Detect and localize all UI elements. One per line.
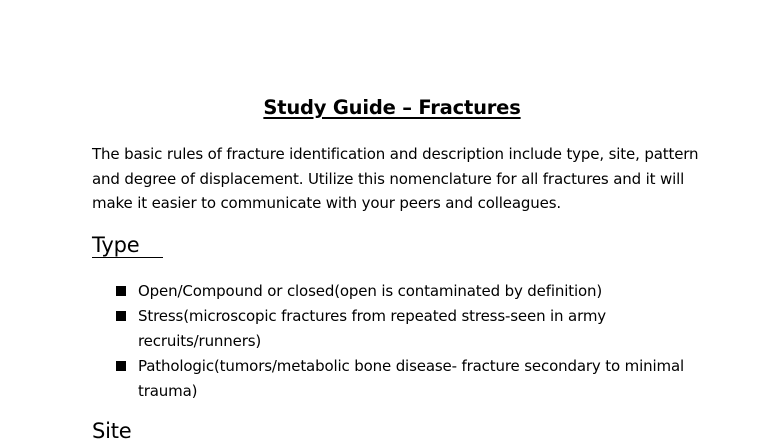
- list-item-text: Pathologic(tumors/metabolic bone disease- fracture secondary to minimal trauma): [138, 357, 684, 400]
- list-item: [116, 279, 716, 304]
- page-title: Study Guide – Fractures: [263, 96, 521, 119]
- square-bullet-icon: [116, 311, 126, 321]
- square-bullet-icon: [116, 286, 126, 296]
- list-item: [116, 304, 716, 354]
- list-item-text: Open/Compound or closed(open is contaminated by definition): [138, 282, 603, 300]
- section-heading-site: Site: [92, 419, 132, 443]
- type-bullet-list: [116, 279, 716, 404]
- list-item: [116, 354, 716, 404]
- intro-paragraph: The basic rules of fracture identification and description include type, site, pattern and degree of displacement. Utilize this nomenclature for all fractures and it will make it easier to communicate with your peers and colleagues.: [92, 145, 699, 212]
- square-bullet-icon: [116, 361, 126, 371]
- section-heading-type-label: Type: [92, 233, 163, 258]
- list-item-text: Stress(microscopic fractures from repeated stress-seen in army recruits/runners): [138, 307, 607, 350]
- section-heading-type: [92, 233, 163, 258]
